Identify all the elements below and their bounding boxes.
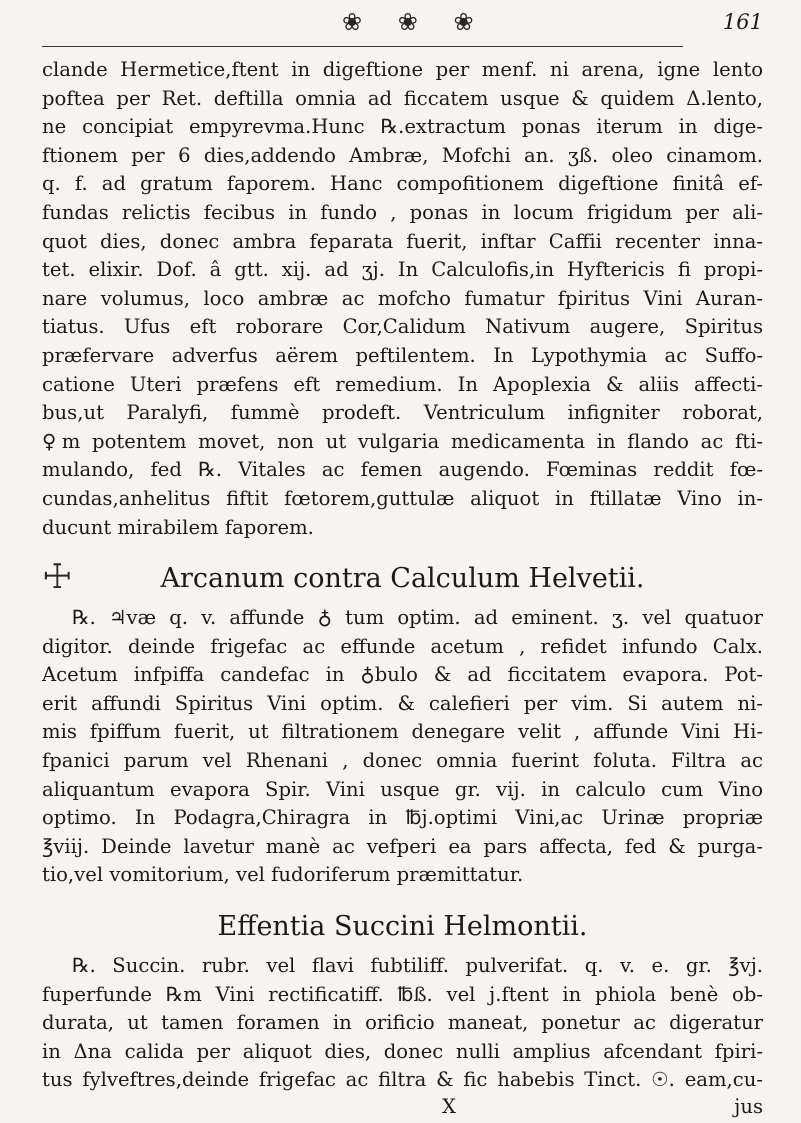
section-heading-essentia bbox=[42, 910, 763, 944]
text-line: poftea per Ret. deftilla omnia ad ficcatem usque & quidem Δ.lento, bbox=[42, 86, 763, 110]
text-line: in Δna calida per aliquot dies, donec nulli amplius afcendant fpiri- bbox=[42, 1039, 763, 1063]
heading-text: Arcanum contra Calculum Helvetii. bbox=[160, 563, 645, 595]
text-line: Acetum infpiffa candefac in ♁bulo & ad ficcitatem evapora. Pot- bbox=[42, 663, 763, 687]
text-line: fundas relictis fecibus in fundo , ponas in locum frigidum per ali- bbox=[42, 200, 763, 224]
text-line: clande Hermetice,ftent in digeftione per menf. ni arena, igne lento bbox=[42, 58, 763, 81]
section-elixir-continuation bbox=[42, 56, 763, 542]
text-line: ducunt mirabilem faporem. bbox=[42, 515, 314, 539]
text-line: tiatus. Ufus eft roborare Cor,Calidum Nativum augere, Spiritus bbox=[42, 315, 763, 339]
text-line: præfervare adverfus aërem peftilentem. In Lypothymia ac Suffo- bbox=[42, 343, 763, 367]
page-footer bbox=[42, 1095, 763, 1123]
header-rule bbox=[42, 46, 683, 47]
text-line: ℞. Succin. rubr. vel flavi fubtiliff. pulverifat. q. v. e. gr. ℥vj. bbox=[72, 954, 763, 978]
text-line: mis fpiffum fuerit, ut filtrationem denegare velit , affunde Vini Hi- bbox=[42, 720, 763, 744]
text-line: tus fylveftres,deinde frigefac ac filtra & fic habebis Tinct. ☉. eam,cu- bbox=[42, 1068, 763, 1092]
heading-text: Effentia Succini Helmontii. bbox=[217, 911, 588, 943]
section-heading-arcanum bbox=[42, 557, 763, 598]
text-line: optimo. In Podagra,Chiragra in ℔j.optimi Vini,ac Urinæ propriæ bbox=[42, 806, 763, 830]
text-line: ℥viij. Deinde lavetur manè ac vefperi ea pars affecta, fed & purga- bbox=[42, 834, 763, 858]
signature-mark: X bbox=[442, 1095, 456, 1118]
text-line: cundas,anhelitus fiftit fœtorem,guttulæ aliquot in ftillatæ Vino in- bbox=[42, 486, 763, 510]
text-line: mulando, fed ℞. Vitales ac femen augendo. Fœminas reddit fœ- bbox=[42, 458, 763, 482]
text-line: digitor. deinde frigefac ac effunde acetum , refidet infundo Calx. bbox=[42, 634, 763, 658]
text-line: ftionem per 6 dies,addendo Ambræ, Mofchi an. ʒß. oleo cinamom. bbox=[42, 143, 763, 167]
text-line: q. f. ad gratum faporem. Hanc compofitionem digeftione finitâ ef- bbox=[42, 172, 763, 196]
text-line: fuperfunde ℞m Vini rectificatiff. ℔ß. vel j.ftent in phiola benè ob- bbox=[42, 982, 763, 1006]
text-line: tet. elixir. Dof. â gtt. xij. ad ʒj. In Calculofis,in Hyftericis fi propi- bbox=[42, 258, 763, 282]
text-line: tio,vel vomitorium, vel fudoriferum præmittatur. bbox=[42, 863, 524, 887]
text-line: bus,ut Paralyfi, fummè prodeft. Ventriculum infigniter roborat, bbox=[42, 401, 763, 425]
text-line: catione Uteri præfens eft remedium. In Apoplexia & aliis affecti- bbox=[42, 372, 763, 396]
page-number: 161 bbox=[722, 10, 763, 34]
text-line: ℞. ♃væ q. v. affunde ♁ tum optim. ad eminent. ʒ. vel quatuor bbox=[72, 606, 763, 630]
section-arcanum bbox=[42, 604, 763, 890]
text-line: durata, ut tamen foramen in orificio maneat, ponetur ac digeratur bbox=[42, 1011, 763, 1035]
page-header bbox=[42, 0, 763, 56]
text-line: quot dies, donec ambra feparata fuerit, inftar Caffii recenter inna- bbox=[42, 229, 763, 253]
text-line: aliquantum evapora Spir. Vini usque gr. vij. in calculo cum Vino bbox=[42, 777, 763, 801]
text-line: fpanici parum vel Rhenani , donec omnia fuerint foluta. Filtra ac bbox=[42, 749, 763, 773]
catchword: jus bbox=[734, 1095, 763, 1118]
text-line: ♀m potentem movet, non ut vulgaria medicamenta in flando ac fti- bbox=[42, 429, 763, 453]
header-ornaments: ❀ ❀ ❀ bbox=[342, 8, 488, 36]
text-line: nare volumus, loco ambræ ac mofcho fumatur fpiritus Vini Auran- bbox=[42, 286, 763, 310]
section-essentia bbox=[42, 952, 763, 1095]
text-line: erit affundi Spiritus Vini optim. & calefieri per vim. Si autem ni- bbox=[42, 691, 763, 715]
marginal-mark-icon: ☩ bbox=[42, 557, 73, 598]
text-line: ne concipiat empyrevma.Hunc ℞.extractum ponas iterum in dige- bbox=[42, 115, 763, 139]
